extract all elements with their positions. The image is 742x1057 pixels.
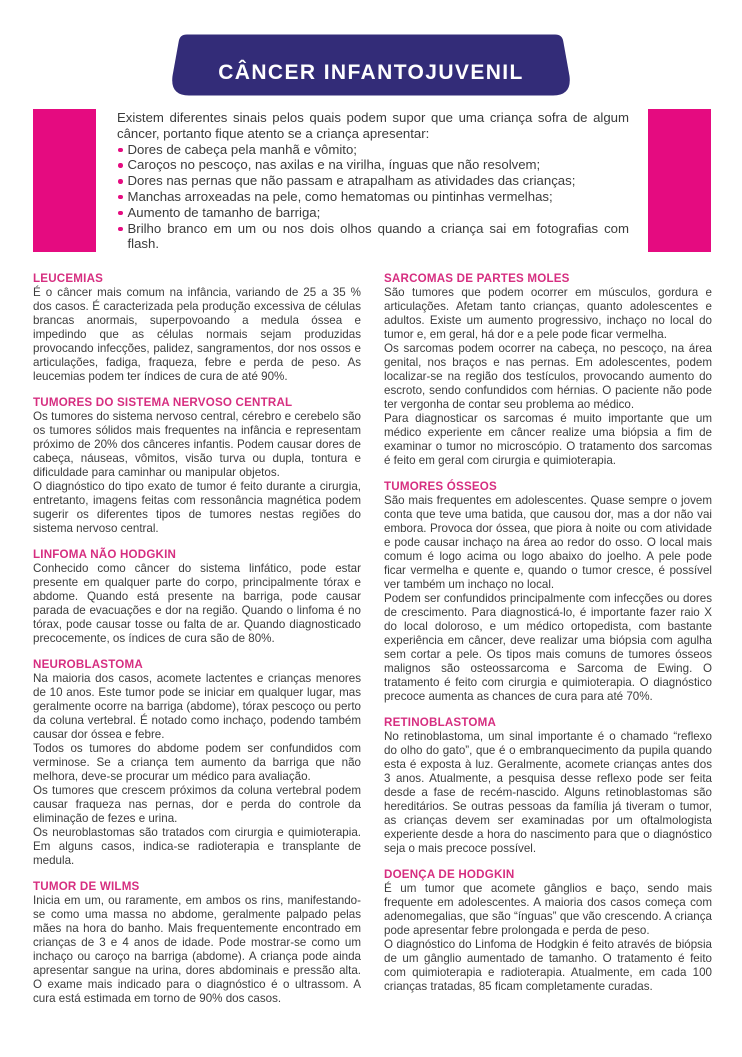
section-tumores-osseos bbox=[384, 480, 712, 704]
section-leucemias bbox=[33, 272, 361, 384]
bullet-text: Dores de cabeça pela manhã e vômito; bbox=[127, 141, 357, 157]
left-pink-block bbox=[33, 109, 96, 252]
section-paragraph: O diagnóstico do Linfoma de Hodgkin é feito através de biópsia de um gânglio aumentado de tamanho. O tratamento é feito com quimioterapia e radioterapia. Atualmente, em cada 100 crianças tratadas, 85 ficam completamente curadas. bbox=[384, 938, 712, 994]
section-retinoblastoma bbox=[384, 716, 712, 856]
section-paragraph: O diagnóstico do tipo exato de tumor é feito durante a cirurgia, entretanto, imagens feitas com ressonância magnética podem sugerir os diferentes tipos de tumores nestas regiões do sistema nervoso central. bbox=[33, 480, 361, 536]
left-column bbox=[33, 272, 361, 1018]
section-paragraph: É um tumor que acomete gânglios e baço, sendo mais frequente em adolescentes. A maioria dos casos começa com adenomegalias, que são “ínguas” que vão crescendo. A criança pode apresentar febre prolongada e perda de peso. bbox=[384, 882, 712, 938]
section-paragraph: Podem ser confundidos principalmente com infecções ou dores de crescimento. Para diagnosticá-lo, é importante fazer raio X do local doloroso, e um médico ortopedista, com bastante experiência em câncer, deve realizar uma biópsia com agulha sem cortar a pele. Os tipos mais comuns de tumores ósseos malignos são osteossarcoma e Sarcoma de Ewing. O tratamento é feito com cirurgia e quimioterapia. O diagnóstico precoce aumenta as chances de cura para até 70%. bbox=[384, 592, 712, 704]
intro-strip bbox=[33, 109, 711, 252]
section-sarcomas-partes-moles bbox=[384, 272, 712, 468]
bullet-dot-icon bbox=[118, 195, 123, 200]
section-heading: RETINOBLASTOMA bbox=[384, 716, 497, 730]
section-heading: TUMOR DE WILMS bbox=[33, 880, 140, 894]
bullet-text: Dores nas pernas que não passam e atrapalham as atividades das crianças; bbox=[127, 173, 576, 189]
intro-bullet bbox=[117, 189, 629, 205]
section-heading: LINFOMA NÃO HODGKIN bbox=[33, 548, 177, 562]
bullet-text: Caroços no pescoço, nas axilas e na virilha, ínguas que não resolvem; bbox=[127, 157, 541, 173]
section-tumores-snc bbox=[33, 396, 361, 536]
section-heading: DOENÇA DE HODGKIN bbox=[384, 868, 515, 882]
section-paragraph: É o câncer mais comum na infância, variando de 25 a 35 % dos casos. É caracterizada pela produção excessiva de células brancas anormais, superpovoando a medula óssea e impedindo que as células normais sejam produzidas provocando infecções, palidez, sangramentos, dor nos ossos e articulações, fadiga, fraqueza, febre e perda de peso. As leucemias podem ter índices de cura de até 90%. bbox=[33, 286, 361, 384]
section-paragraph: Os neuroblastomas são tratados com cirurgia e quimioterapia. Em alguns casos, indica-se radioterapia e transplante de medula. bbox=[33, 826, 361, 868]
section-paragraph: Os tumores que crescem próximos da coluna vertebral podem causar fraqueza nas pernas, dor e perda do controle da eliminação de fezes e urina. bbox=[33, 784, 361, 826]
section-heading: NEUROBLASTOMA bbox=[33, 658, 143, 672]
intro-bullet bbox=[117, 142, 629, 158]
intro-bullet bbox=[117, 173, 629, 189]
bullet-dot-icon bbox=[118, 211, 123, 216]
section-tumor-de-wilms bbox=[33, 880, 361, 1006]
section-paragraph: Os tumores do sistema nervoso central, cérebro e cerebelo são os tumores sólidos mais frequentes na infância e representam próximo de 20% dos cânceres infantis. Podem causar dores de cabeça, náuseas, vômitos, visão turva ou dupla, tontura e dificuldade para caminhar ou manipular objetos. bbox=[33, 410, 361, 480]
section-heading: TUMORES DO SISTEMA NERVOSO CENTRAL bbox=[33, 396, 293, 410]
bullet-dot-icon bbox=[118, 179, 123, 184]
body-columns bbox=[33, 272, 712, 1018]
bullet-text: Manchas arroxeadas na pele, como hematomas ou pintinhas vermelhas; bbox=[127, 188, 553, 204]
section-neuroblastoma bbox=[33, 658, 361, 868]
right-column bbox=[384, 272, 712, 1018]
bullet-text: Brilho branco em um ou nos dois olhos quando a criança sai em fotografias com flash. bbox=[127, 220, 629, 252]
section-paragraph: Inicia em um, ou raramente, em ambos os rins, manifestando-se como uma massa no abdome, geralmente palpado pelas mães na hora do banho. Mais frequentemente encontrado em crianças de 3 e 4 anos de idade. Pode mostrar-se como um inchaço ou caroço na barriga (abdome). A criança pode ainda apresentar sangue na urina, dores abdominais e pressão alta. O exame mais indicado para o diagnóstico é o ultrassom. A cura está estimada em torno de 90% dos casos. bbox=[33, 894, 361, 1006]
section-linfoma-nao-hodgkin bbox=[33, 548, 361, 646]
section-doenca-de-hodgkin bbox=[384, 868, 712, 994]
section-heading: TUMORES ÓSSEOS bbox=[384, 480, 497, 494]
bullet-dot-icon bbox=[118, 163, 123, 168]
section-paragraph: São mais frequentes em adolescentes. Quase sempre o jovem conta que teve uma batida, que causou dor, mas a dor não vai embora. Provoca dor óssea, que piora à noite ou com atividade e pode causar inchaço na área ao redor do osso. O local mais comum é logo acima ou logo abaixo do joelho. A pele pode ficar vermelha e quente e, quando o tumor cresce, é possível ver também um inchaço no local. bbox=[384, 494, 712, 592]
section-paragraph: Todos os tumores do abdome podem ser confundidos com verminose. Se a criança tem aumento da barriga que não melhora, deve-se procurar um médico para avaliação. bbox=[33, 742, 361, 784]
section-heading: LEUCEMIAS bbox=[33, 272, 104, 286]
section-paragraph: São tumores que podem ocorrer em músculos, gordura e articulações. Afetam tanto crianças, quanto adolescentes e adultos. Existe um aumento progressivo, inchaço no local do tumor e, em geral, há dor e a pele pode ficar vermelha. bbox=[384, 286, 712, 342]
intro-lead: Existem diferentes sinais pelos quais podem supor que uma criança sofra de algum câncer, portanto fique atento se a criança apresentar: bbox=[117, 110, 629, 141]
section-paragraph: Conhecido como câncer do sistema linfático, pode estar presente em qualquer parte do corpo, principalmente tórax e abdome. Quando está presente na barriga, pode causar parada de evacuações e dor na região. Quando o linfoma é no tórax, pode causar tosse ou falta de ar. Quando diagnosticado precocemente, os índices de cura são de 80%. bbox=[33, 562, 361, 646]
section-paragraph: Na maioria dos casos, acomete lactentes e crianças menores de 10 anos. Este tumor pode se iniciar em qualquer lugar, mas geralmente ocorre na barriga (abdome), tórax pescoço ou perto da coluna vertebral. É notado como inchaço, podendo também causar dor óssea e febre. bbox=[33, 672, 361, 742]
bullet-dot-icon bbox=[118, 148, 123, 153]
bullet-dot-icon bbox=[118, 227, 123, 232]
intro-bullet bbox=[117, 221, 629, 253]
section-paragraph: Para diagnosticar os sarcomas é muito importante que um médico experiente em câncer realize uma biópsia a fim de examinar o tumor no microscópio. O tratamento dos sarcomas é feito em geral com cirurgia e quimioterapia. bbox=[384, 412, 712, 468]
section-heading: SARCOMAS DE PARTES MOLES bbox=[384, 272, 570, 286]
section-paragraph: Os sarcomas podem ocorrer na cabeça, no pescoço, na área genital, nos braços e nas pernas. Em adolescentes, podem localizar-se na região dos testículos, provocando aumento do escroto, sendo confundidos com hérnias. O paciente não pode ter vergonha de contar seu problema ao médico. bbox=[384, 342, 712, 412]
intro-bullet bbox=[117, 157, 629, 173]
title-banner bbox=[170, 33, 572, 97]
intro-bullet bbox=[117, 205, 629, 221]
page-title: CÂNCER INFANTOJUVENIL bbox=[218, 61, 524, 85]
right-pink-block bbox=[648, 109, 711, 252]
intro-text-block bbox=[96, 109, 648, 252]
flyer-page bbox=[0, 33, 742, 1057]
section-paragraph: No retinoblastoma, um sinal importante é o chamado “reflexo do olho do gato”, que é o embranquecimento da pupila quando esta é exposta à luz. Geralmente, acomete crianças antes dos 3 anos. Atualmente, a pesquisa desse reflexo pode ser feita desde a fase de recém-nascido. Alguns retinoblastomas são hereditários. Se outras pessoas da família já tiveram o tumor, as crianças devem ser examinadas por um oftalmologista experiente desde a hora do nascimento para que o diagnóstico seja o mais precoce possível. bbox=[384, 730, 712, 856]
bullet-text: Aumento de tamanho de barriga; bbox=[127, 204, 321, 220]
